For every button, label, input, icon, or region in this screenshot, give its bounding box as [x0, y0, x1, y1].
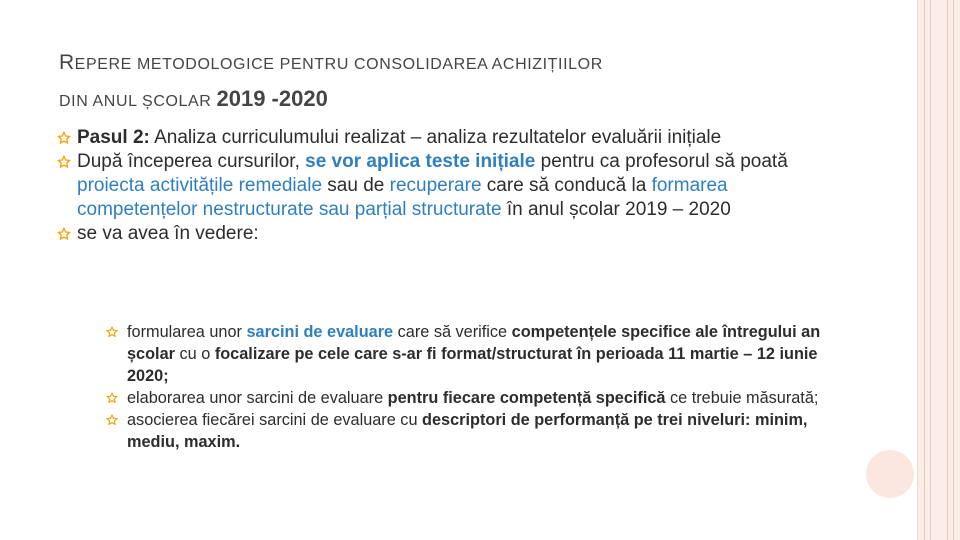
- title-line2: DIN ANUL ȘCOLAR: [59, 93, 217, 110]
- star-icon: [57, 155, 71, 169]
- bold-text: pentru fiecare competență specifică: [387, 389, 666, 407]
- star-icon: [57, 227, 71, 241]
- star-icon: [106, 414, 118, 426]
- bullet-list: [57, 126, 827, 246]
- stripe-line: [953, 0, 954, 540]
- stripe-line: [924, 0, 925, 540]
- highlight-text: proiecta activitățile remediale: [77, 175, 323, 196]
- bullet-item: [57, 150, 827, 222]
- sub-bullet-item: [106, 321, 826, 387]
- bullet-text: care să verifice: [393, 323, 512, 341]
- highlight-text: se vor aplica teste inițiale: [305, 151, 536, 172]
- decorative-side-stripe: [917, 0, 960, 540]
- bullet-item: [57, 126, 827, 150]
- bullet-text: ce trebuie măsurată;: [665, 389, 819, 407]
- bullet-text: care să conducă la: [481, 175, 652, 196]
- sub-bullet-list: [106, 321, 826, 453]
- star-icon: [106, 392, 118, 404]
- bullet-text: sau de: [322, 175, 390, 196]
- highlight-text: formarea competențelor nestructurate sau parțial structurate: [77, 175, 728, 220]
- bullet-text: se va avea în vedere:: [77, 223, 259, 244]
- sub-bullet-item: [106, 387, 826, 409]
- bold-text: competențele specifice ale întregului an școlar: [127, 323, 821, 363]
- highlight-text: recuperare: [389, 175, 482, 196]
- bullet-item: [57, 222, 827, 246]
- star-icon: [106, 326, 118, 338]
- bullet-text: în anul școlar 2019 – 2020: [501, 199, 731, 220]
- bullet-text: pentru ca profesorul să poată: [535, 151, 788, 172]
- title-line1: EPERE METODOLOGICE PENTRU CONSOLIDAREA ACHIZIȚIILOR: [74, 56, 603, 73]
- stripe-line: [947, 0, 948, 540]
- bullet-text: După începerea cursurilor,: [77, 151, 306, 172]
- bullet-text: asocierea fiecărei sarcini de evaluare cu: [127, 411, 423, 429]
- bullet-text: cu o: [174, 345, 215, 363]
- sub-bullet-item: [106, 409, 826, 453]
- slide-title: [59, 46, 879, 119]
- stripe-line: [930, 0, 931, 540]
- highlight-text: sarcini de evaluare: [246, 323, 394, 341]
- bold-text: focalizare pe cele care s-ar fi format/structurat în perioada 11 martie – 12 iunie 2020;: [127, 345, 818, 385]
- decorative-circle: [866, 450, 914, 498]
- bullet-text: elaborarea unor sarcini de evaluare: [127, 389, 388, 407]
- bullet-text: formularea unor: [127, 323, 247, 341]
- bullet-step-label: Pasul 2:: [77, 127, 150, 148]
- title-initial: R: [59, 51, 75, 74]
- bold-text: descriptori de performanță pe trei niveluri: minim, mediu, maxim.: [127, 411, 808, 451]
- star-icon: [57, 131, 71, 145]
- bullet-text: Analiza curriculumului realizat – analiza rezultatelor evaluării inițiale: [149, 127, 722, 148]
- title-year: 2019 -2020: [216, 86, 328, 111]
